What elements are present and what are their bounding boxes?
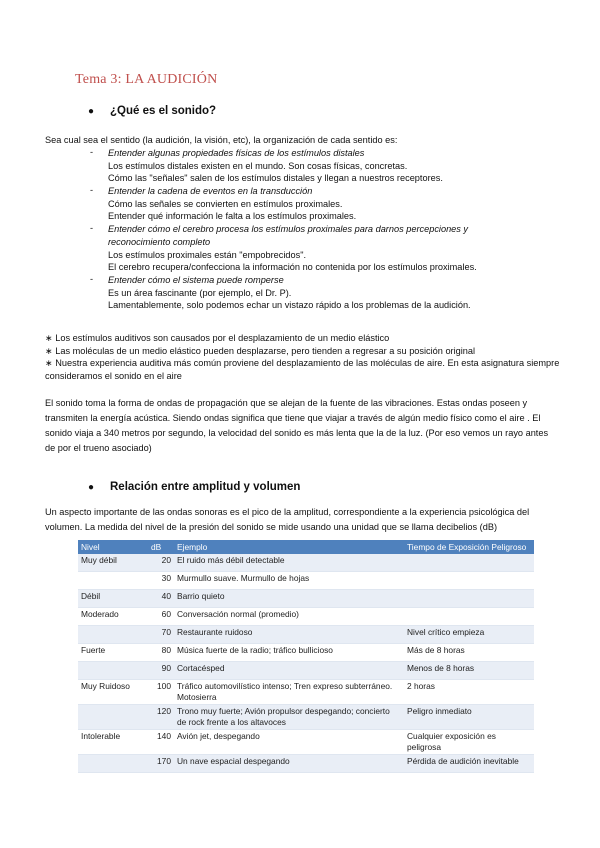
star-point: ∗ Nuestra experiencia auditiva más común proviene del desplazamiento de las moléculas de aire. En esta asignatura siempre consideramos el sonido en el aire bbox=[45, 358, 560, 382]
table-row bbox=[78, 590, 534, 608]
list-item bbox=[90, 223, 530, 274]
dash-icon: - bbox=[90, 185, 94, 196]
organization-list bbox=[90, 147, 530, 312]
table-row bbox=[78, 608, 534, 626]
cell-ejemplo: Trono muy fuerte; Avión propulsor despegando; concierto de rock frente a los altavoces bbox=[174, 705, 404, 730]
cell-nivel bbox=[78, 626, 148, 644]
intro-paragraph: Sea cual sea el sentido (la audición, la visión, etc), la organización de cada sentido es: bbox=[45, 135, 398, 145]
list-item-heading: Entender algunas propiedades físicas de los estímulos distales bbox=[108, 148, 365, 158]
cell-db: 60 bbox=[148, 608, 174, 626]
table-row bbox=[78, 644, 534, 662]
sound-paragraph: El sonido toma la forma de ondas de propagación que se alejan de la fuente de las vibraciones. Estas ondas poseen y transmiten la energía acústica. Siendo ondas significa que tiene que viajar a través de algún medio físico como el aire . El sonido viaja a 340 metros por segundo, la velocidad del sonido es más lenta que la de la luz. (Por eso vemos un rayo antes de por el trueno asociado) bbox=[45, 398, 549, 453]
table-row bbox=[78, 705, 534, 730]
cell-tiempo: Menos de 8 horas bbox=[404, 662, 534, 680]
cell-tiempo bbox=[404, 554, 534, 572]
list-item-heading: Entender la cadena de eventos en la transducción bbox=[108, 186, 313, 197]
section-heading-sonido bbox=[88, 105, 216, 117]
star-points bbox=[45, 332, 560, 383]
cell-db: 140 bbox=[148, 730, 174, 755]
table-row bbox=[78, 554, 534, 572]
cell-nivel: Muy débil bbox=[78, 554, 148, 572]
dash-icon: - bbox=[90, 223, 94, 234]
cell-nivel bbox=[78, 662, 148, 680]
cell-tiempo bbox=[404, 572, 534, 590]
cell-tiempo: Nivel crítico empieza bbox=[404, 626, 534, 644]
list-item bbox=[90, 147, 530, 185]
star-point: ∗ Las moléculas de un medio elástico pueden desplazarse, pero tienden a regresar a su posición original bbox=[45, 345, 476, 356]
cell-nivel: Muy Ruidoso bbox=[78, 680, 148, 705]
list-item-line: Lamentablemente, solo podemos echar un vistazo rápido a los problemas de la audición. bbox=[108, 300, 471, 311]
cell-tiempo: Peligro inmediato bbox=[404, 705, 534, 730]
cell-ejemplo: Barrio quieto bbox=[174, 590, 404, 608]
list-item bbox=[90, 185, 530, 223]
cell-nivel: Intolerable bbox=[78, 730, 148, 755]
list-item-line: Es un área fascinante (por ejemplo, el Dr. P). bbox=[108, 287, 292, 298]
cell-ejemplo: Tráfico automovilístico intenso; Tren expreso subterráneo. Motosierra bbox=[174, 680, 404, 705]
cell-ejemplo: Cortacésped bbox=[174, 662, 404, 680]
decibel-table bbox=[78, 540, 534, 773]
cell-ejemplo: Música fuerte de la radio; tráfico bullicioso bbox=[174, 644, 404, 662]
cell-db: 30 bbox=[148, 572, 174, 590]
cell-nivel: Moderado bbox=[78, 608, 148, 626]
list-item-line: Los estímulos distales existen en el mundo. Son cosas físicas, concretas. bbox=[108, 160, 408, 171]
cell-ejemplo: Un nave espacial despegando bbox=[174, 755, 404, 773]
cell-tiempo bbox=[404, 608, 534, 626]
header-tiempo: Tiempo de Exposición Peligroso bbox=[404, 540, 534, 554]
table-row bbox=[78, 662, 534, 680]
header-db: dB bbox=[148, 540, 174, 554]
cell-tiempo bbox=[404, 590, 534, 608]
bullet-icon: ● bbox=[88, 481, 95, 493]
cell-tiempo: 2 horas bbox=[404, 680, 534, 705]
cell-db: 80 bbox=[148, 644, 174, 662]
table-header-row bbox=[78, 540, 534, 554]
cell-ejemplo: El ruido más débil detectable bbox=[174, 554, 404, 572]
cell-tiempo: Pérdida de audición inevitable bbox=[404, 755, 534, 773]
cell-ejemplo: Restaurante ruidoso bbox=[174, 626, 404, 644]
cell-nivel: Débil bbox=[78, 590, 148, 608]
cell-nivel bbox=[78, 572, 148, 590]
cell-db: 20 bbox=[148, 554, 174, 572]
cell-nivel: Fuerte bbox=[78, 644, 148, 662]
cell-db: 100 bbox=[148, 680, 174, 705]
table-row bbox=[78, 572, 534, 590]
list-item-line: Entender qué información le falta a los estímulos proximales. bbox=[108, 211, 357, 222]
list-item-line: Cómo las señales se convierten en estímulos proximales. bbox=[108, 198, 343, 209]
list-item-line: Cómo las "señales" salen de los estímulos distales y llegan a nuestros receptores. bbox=[108, 173, 443, 184]
cell-tiempo: Cualquier exposición es peligrosa bbox=[404, 730, 534, 755]
list-item-heading: Entender cómo el cerebro procesa los estímulos proximales para darnos percepciones y reconocimiento completo bbox=[108, 224, 469, 247]
dash-icon: - bbox=[90, 147, 94, 157]
section-heading-text: Relación entre amplitud y volumen bbox=[110, 481, 301, 493]
table-row bbox=[78, 730, 534, 755]
table-row bbox=[78, 680, 534, 705]
document-title: Tema 3: LA AUDICIÓN bbox=[75, 72, 218, 87]
header-ejemplo: Ejemplo bbox=[174, 540, 404, 554]
list-item-line: El cerebro recupera/confecciona la información no contenida por los estímulos proximales. bbox=[108, 262, 477, 273]
cell-db: 90 bbox=[148, 662, 174, 680]
table-row bbox=[78, 626, 534, 644]
list-item-line: Los estímulos proximales están "empobrecidos". bbox=[108, 249, 307, 260]
dash-icon: - bbox=[90, 273, 94, 284]
list-item-heading: Entender cómo el sistema puede romperse bbox=[108, 274, 284, 285]
cell-ejemplo: Murmullo suave. Murmullo de hojas bbox=[174, 572, 404, 590]
amplitude-paragraph: Un aspecto importante de las ondas sonoras es el pico de la amplitud, correspondiente a la experiencia psicológica del volumen. La medida del nivel de la presión del sonido se mide usando una unidad que se llama decibelios (dB) bbox=[45, 507, 530, 532]
section-heading-text: ¿Qué es el sonido? bbox=[110, 105, 217, 117]
section-heading-amplitud bbox=[88, 481, 300, 493]
header-nivel: Nivel bbox=[78, 540, 148, 554]
table-row bbox=[78, 755, 534, 773]
cell-db: 40 bbox=[148, 590, 174, 608]
cell-ejemplo: Avión jet, despegando bbox=[174, 730, 404, 755]
cell-nivel bbox=[78, 755, 148, 773]
cell-tiempo: Más de 8 horas bbox=[404, 644, 534, 662]
cell-db: 70 bbox=[148, 626, 174, 644]
cell-ejemplo: Conversación normal (promedio) bbox=[174, 608, 404, 626]
cell-db: 120 bbox=[148, 705, 174, 730]
cell-nivel bbox=[78, 705, 148, 730]
star-point: ∗ Los estímulos auditivos son causados por el desplazamiento de un medio elástico bbox=[45, 333, 390, 343]
cell-db: 170 bbox=[148, 755, 174, 773]
list-item bbox=[90, 274, 530, 312]
bullet-icon: ● bbox=[88, 105, 95, 117]
